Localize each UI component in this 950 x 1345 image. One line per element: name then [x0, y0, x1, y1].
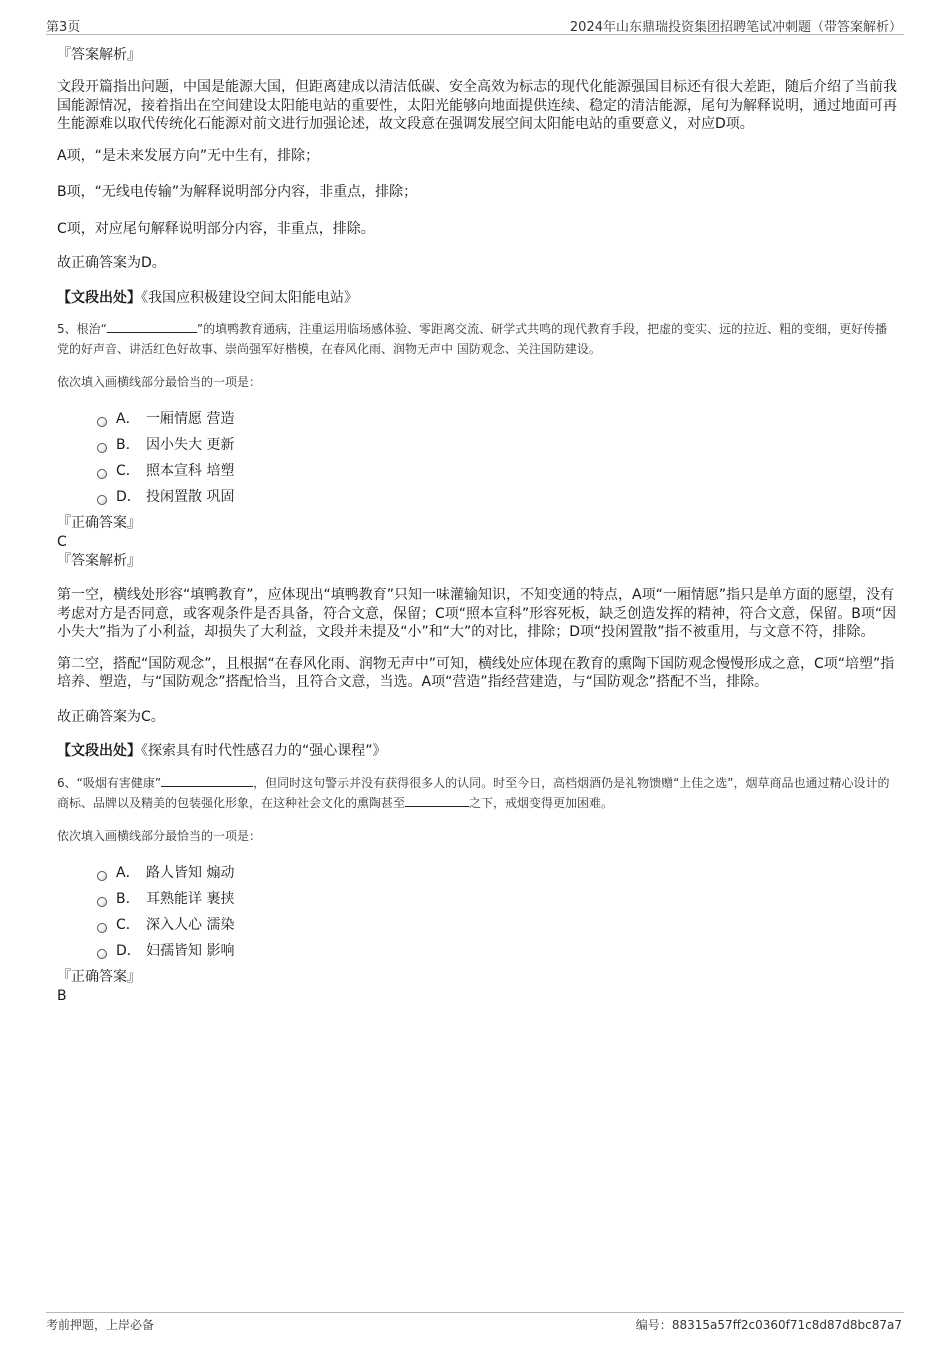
page-number: 第3页: [46, 20, 81, 35]
page-content: [57, 46, 897, 1006]
option-text: 因小失大 更新: [146, 437, 235, 453]
conclusion: 故正确答案为D。: [57, 255, 166, 271]
option-text: 一厢情愿 营造: [146, 411, 235, 427]
fill-blank: [107, 320, 197, 333]
option-letter: A．: [116, 864, 140, 881]
option-letter: A．: [116, 411, 140, 427]
page-footer: [46, 1312, 904, 1333]
option-list: [97, 406, 897, 510]
question-stem: [57, 773, 897, 813]
option-b[interactable]: [97, 432, 897, 458]
option-letter: B.: [116, 890, 131, 907]
correct-answer: B: [57, 987, 67, 1004]
option-text: 照本宣科 培塑: [146, 463, 235, 479]
radio-icon[interactable]: [97, 923, 107, 933]
stem-prefix: 5、根治“: [57, 322, 107, 336]
option-d[interactable]: [97, 484, 897, 510]
source-title: 《探索具有时代性感召力的“强心课程”》: [141, 743, 387, 759]
conclusion: 故正确答案为C。: [57, 708, 165, 725]
stem-prefix: 6、“吸烟有害健康”: [57, 775, 162, 790]
option-list: [97, 860, 897, 964]
analysis-label: 『答案解析』: [57, 553, 141, 569]
question-instruction: 依次填入画横线部分最恰当的一项是：: [57, 828, 262, 843]
correct-answer-label: 『正确答案』: [57, 968, 141, 985]
stem-middle: ，但同时这句警示并没有获得很多人的认同。时至今日，高档烟酒仍是礼物馈赠“上佳之选”，烟草商品也通过精心设计的商标、品牌以及精美的包装强化形象，在这种社会文化的熏陶甚至: [57, 775, 890, 810]
analysis-option-a: A项，“是未来发展方向”无中生有，排除；: [57, 147, 320, 164]
page-header: [46, 14, 904, 35]
source-line: [57, 742, 897, 761]
option-text: 投闲置散 巩固: [146, 489, 235, 505]
radio-icon[interactable]: [97, 469, 107, 479]
question-instruction: 依次填入画横线部分最恰当的一项是：: [57, 375, 262, 389]
analysis-label: 『答案解析』: [57, 47, 141, 63]
option-text: 妇孺皆知 影响: [146, 942, 235, 959]
option-c[interactable]: [97, 912, 897, 938]
stem-suffix: 之下，戒烟变得更加困难。: [469, 795, 614, 810]
option-letter: C．: [116, 916, 140, 933]
radio-icon[interactable]: [97, 417, 107, 427]
source-label: 【文段出处】: [57, 289, 141, 306]
analysis-option-c: C项，对应尾句解释说明部分内容，非重点，排除。: [57, 220, 375, 237]
option-letter: D．: [116, 942, 141, 959]
radio-icon[interactable]: [97, 443, 107, 453]
analysis-option-b: B项，“无线电传输”为解释说明部分内容，非重点，排除；: [57, 184, 418, 200]
option-letter: D．: [116, 489, 141, 505]
radio-icon[interactable]: [97, 871, 107, 881]
question-stem: [57, 319, 897, 359]
option-text: 路人皆知 煽动: [146, 864, 235, 881]
radio-icon[interactable]: [97, 897, 107, 907]
radio-icon[interactable]: [97, 495, 107, 505]
stem-suffix: ”的填鸭教育通病，注重运用临场感体验、零距离交流、研学式共鸣的现代教育手段，把虚的变实、远的拉近、粗的变细，更好传播党的好声音、讲活红色好故事、崇尚强军好楷模，在春风化雨、润物无声中 国防观念、关注国防建设。: [57, 322, 888, 356]
analysis-paragraph: 第二空，搭配“国防观念”，且根据“在春风化雨、润物无声中”可知，横线处应体现在教育的熏陶下国防观念慢慢形成之意，C项“培塑”指培养、塑造，与“国防观念”搭配恰当，且符合文意，当选。A项“营造”指经营建造，与“国防观念”搭配不当，排除。: [57, 655, 895, 690]
fill-blank: [161, 774, 253, 787]
fill-blank: [405, 794, 469, 807]
correct-answer-label: 『正确答案』: [57, 515, 141, 531]
option-a[interactable]: [97, 860, 897, 886]
option-c[interactable]: [97, 458, 897, 484]
analysis-paragraph: 第一空，横线处形容“填鸭教育”，应体现出“填鸭教育”只知一味灌输知识，不知变通的特点，A项“一厢情愿”指只是单方面的愿望，没有考虑对方是否同意，或客观条件是否具备，符合文意，保留；C项“照本宣科”形容死板，缺乏创造发挥的精神，符合文意，保留。B项“因小失大”指为了小利益，却损失了大利益，文段并未提及“小”和“大”的对比，排除；D项“投闲置散”指不被重用，与文意不符，排除。: [57, 587, 897, 640]
option-a[interactable]: [97, 406, 897, 432]
document-title: 2024年山东鼎瑞投资集团招聘笔试冲刺题（带答案解析）: [569, 20, 902, 35]
code-value: 88315a57ff2c0360f71c8d87d8bc87a7: [671, 1318, 902, 1332]
option-b[interactable]: [97, 886, 897, 912]
option-text: 耳熟能详 裹挟: [146, 890, 235, 907]
document-code: [636, 1316, 902, 1333]
option-text: 深入人心 濡染: [146, 916, 235, 933]
footer-slogan: 考前押题，上岸必备: [46, 1318, 155, 1332]
radio-icon[interactable]: [97, 949, 107, 959]
option-letter: C．: [116, 463, 140, 479]
source-line: [57, 289, 897, 308]
code-label: 编号：: [635, 1318, 672, 1332]
source-title: 《我国应积极建设空间太阳能电站》: [141, 289, 358, 306]
source-label: 【文段出处】: [57, 743, 141, 759]
analysis-paragraph: 文段开篇指出问题，中国是能源大国，但距离建成以清洁低碳、安全高效为标志的现代化能源强国目标还有很大差距，随后介绍了当前我国能源情况，接着指出在空间建设太阳能电站的重要性，太阳光能够向地面提供连续、稳定的清洁能源，尾句为解释说明，通过地面可再生能源难以取代传统化石能源对前文进行加强论述，故文段意在强调发展空间太阳能电站的重要意义，对应D项。: [57, 79, 897, 132]
option-letter: B.: [116, 437, 131, 453]
option-d[interactable]: [97, 938, 897, 964]
correct-answer: C: [57, 534, 67, 550]
